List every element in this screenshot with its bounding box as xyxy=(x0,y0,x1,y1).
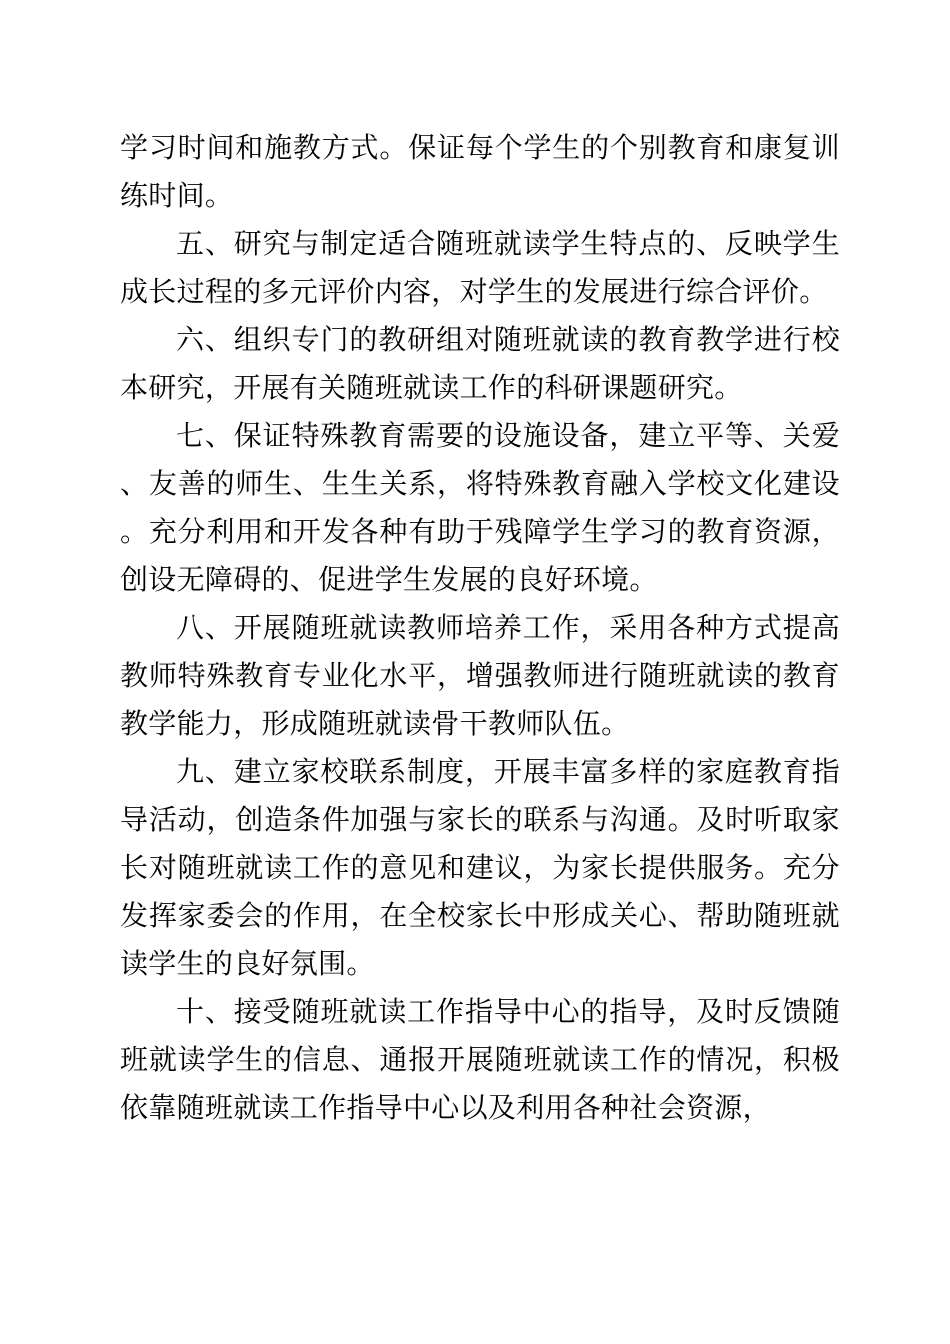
paragraph-item-8: 八、开展随班就读教师培养工作，采用各种方式提高教师特殊教育专业化水平，增强教师进行随班就读的教育教学能力，形成随班就读骨干教师队伍。 xyxy=(120,611,840,740)
paragraph-item-9: 九、建立家校联系制度，开展丰富多样的家庭教育指导活动，创造条件加强与家长的联系与沟通。及时听取家长对随班就读工作的意见和建议，为家长提供服务。充分发挥家委会的作用，在全校家长中形成关心、帮助随班就读学生的良好氛围。 xyxy=(120,755,840,980)
paragraph-item-10: 十、接受随班就读工作指导中心的指导，及时反馈随班就读学生的信息、通报开展随班就读工作的情况，积极依靠随班就读工作指导中心以及利用各种社会资源， xyxy=(120,995,840,1124)
paragraph-item-6: 六、组织专门的教研组对随班就读的教育教学进行校本研究，开展有关随班就读工作的科研课题研究。 xyxy=(120,323,840,404)
paragraph-item-7: 七、保证特殊教育需要的设施设备，建立平等、关爱、友善的师生、生生关系，将特殊教育融入学校文化建设。充分利用和开发各种有助于残障学生学习的教育资源，创设无障碍的、促进学生发展的良好环境。 xyxy=(120,419,840,596)
document-body xyxy=(120,124,840,1132)
paragraph-continuation: 学习时间和施教方式。保证每个学生的个别教育和康复训练时间。 xyxy=(120,131,840,212)
paragraph-item-5: 五、研究与制定适合随班就读学生特点的、反映学生成长过程的多元评价内容，对学生的发展进行综合评价。 xyxy=(120,227,840,308)
